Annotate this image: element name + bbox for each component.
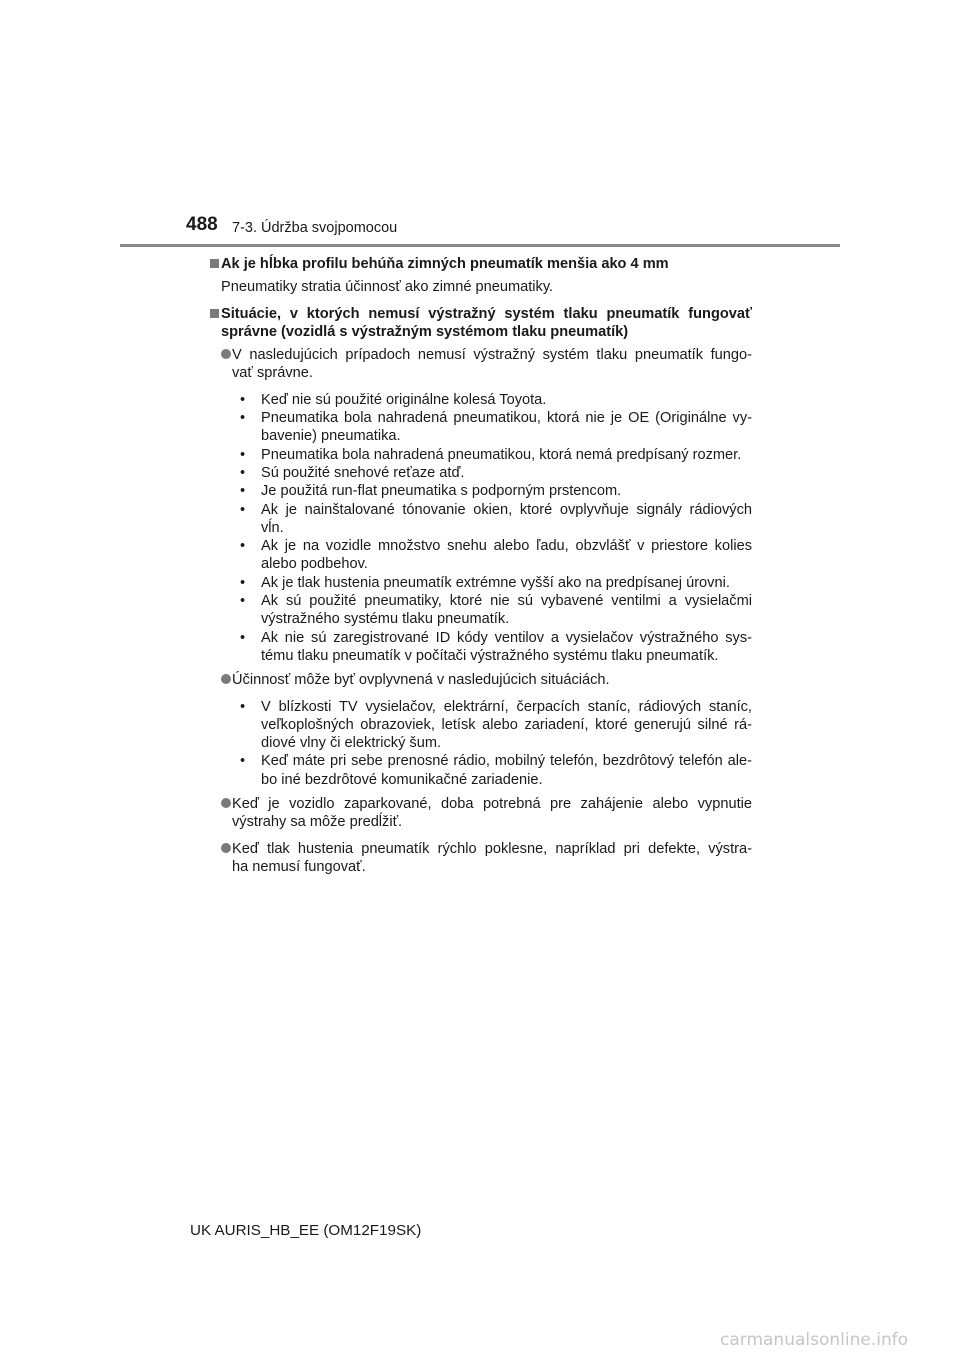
list-item: • Keď máte pri sebe prenosné rádio, mobilný telefón, bezdrôtový telefón ale- bo iné bezdrôtové komunikačné zariadenie. xyxy=(240,752,752,789)
point-line: V nasledujúcich prípadoch nemusí výstražný systém tlaku pneumatík fungo- xyxy=(232,347,752,364)
page-header xyxy=(0,0,960,250)
heading-line: správne (vozidlá s výstražným systémom tlaku pneumatík) xyxy=(221,323,629,340)
list-item: • Keď nie sú použité originálne kolesá Toyota. xyxy=(240,391,752,409)
page-content xyxy=(210,255,752,876)
list-item: • Ak nie sú zaregistrované ID kódy ventilov a vysielačov výstražného sys- tému tlaku pneumatík v počítači výstražného systému tlaku pneumatík. xyxy=(240,629,752,666)
list-item: • Pneumatika bola nahradená pneumatikou, ktorá nie je OE (Originálne vy- bavenie) pneumatika. xyxy=(240,409,752,446)
circle-bullet-icon xyxy=(221,349,231,359)
section-tpws-situations xyxy=(210,305,752,877)
list-item: • Sú použité snehové reťaze atď. xyxy=(240,464,752,482)
list-item: • Je použitá run-flat pneumatika s podporným prstencom. xyxy=(240,482,752,500)
circle-bullet-icon xyxy=(221,674,231,684)
section-text: Pneumatiky stratia účinnosť ako zimné pneumatiky. xyxy=(221,279,554,296)
point-item xyxy=(221,671,752,789)
section-title: 7-3. Údržba svojpomocou xyxy=(232,220,398,236)
point-line: ha nemusí fungovať. xyxy=(232,858,366,875)
circle-bullet-icon xyxy=(221,843,231,853)
list-item: • Pneumatika bola nahradená pneumatikou, ktorá nemá predpísaný rozmer. xyxy=(240,446,752,464)
square-bullet-icon xyxy=(210,309,219,318)
list-item: • Ak je nainštalované tónovanie okien, ktoré ovplyvňuje signály rádiových vĺn. xyxy=(240,501,752,538)
list-item: • Ak sú použité pneumatiky, ktoré nie sú vybavené ventilmi a vysielačmi výstražného systému tlaku pneumatík. xyxy=(240,592,752,629)
list-item: • Ak je tlak hustenia pneumatík extrémne vyšší ako na predpísanej úrovni. xyxy=(240,574,752,592)
point-line: Keď je vozidlo zaparkované, doba potrebná pre zahájenie alebo vypnutie xyxy=(232,796,752,813)
list-item: • Ak je na vozidle množstvo snehu alebo ľadu, obzvlášť v priestore kolies alebo podbehov. xyxy=(240,537,752,574)
circle-bullet-icon xyxy=(221,798,231,808)
heading-line: Situácie, v ktorých nemusí výstražný systém tlaku pneumatík fungovať xyxy=(221,305,752,322)
bullet-list xyxy=(232,391,752,665)
point-line: výstrahy sa môže predĺžiť. xyxy=(232,814,403,831)
list-item: • V blízkosti TV vysielačov, elektrární, čerpacích staníc, rádiových staníc, veľkoplošných obrazoviek, letísk alebo zariadení, ktoré generujú silné rá- diové vlny či elektrický šum. xyxy=(240,698,752,753)
point-item xyxy=(221,795,752,832)
section-winter-tread xyxy=(210,255,752,297)
bullet-list xyxy=(232,698,752,789)
point-line: vať správne. xyxy=(232,365,313,382)
point-item xyxy=(221,840,752,877)
section-heading: Ak je hĺbka profilu behúňa zimných pneumatík menšia ako 4 mm xyxy=(221,256,669,272)
square-bullet-icon xyxy=(210,259,219,268)
point-item xyxy=(221,346,752,665)
page-number: 488 xyxy=(186,214,218,235)
point-line: Keď tlak hustenia pneumatík rýchlo poklesne, napríklad pri defekte, výstra- xyxy=(232,840,752,857)
header-divider xyxy=(120,244,840,247)
point-line: Účinnosť môže byť ovplyvnená v nasledujúcich situáciách. xyxy=(232,672,610,689)
watermark: carmanualsonline.info xyxy=(720,1330,909,1350)
footer-model-code: UK AURIS_HB_EE (OM12F19SK) xyxy=(190,1222,422,1239)
section-heading xyxy=(221,305,752,342)
